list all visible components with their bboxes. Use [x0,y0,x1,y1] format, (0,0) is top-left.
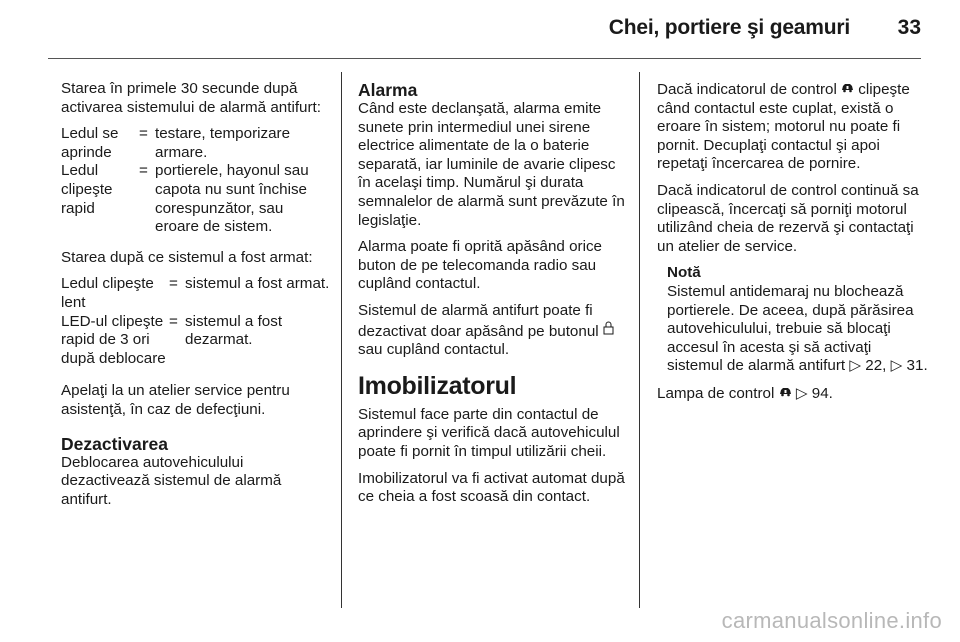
lamp-text: Lampa de control [657,384,775,402]
lamp-ref-94[interactable]: 94. [811,384,833,402]
note-box [667,264,929,376]
alarm-paragraph-1: Când este declanşată, alarma emite sunete prin intermediul unei sirene electrice alimentate de la o baterie separată, iar luminile de avarie clipesc în acelaşi timp. Numărul şi durata semnalelor de alarmă sunt prevăzute în legislaţie. [358,100,625,229]
status-intro-armed-30s: Starea în primele 30 secunde după activarea sistemului de alarmă antifurt: [61,80,321,116]
row-desc: testare, temporizare armare. [155,125,291,161]
page-title: Chei, portiere şi geamuri [608,16,850,39]
column-divider-2 [639,72,640,608]
row-term: Ledul se aprinde [61,125,119,161]
note-text [667,283,929,376]
alarm-p3-after: sau cuplând contactul. [358,341,510,359]
row-equals: = [139,162,148,180]
status-intro-after-armed: Starea după ce sistemul a fost armat: [61,248,313,266]
note-ref-22[interactable]: 22, [865,357,887,375]
alarm-paragraph-2: Alarma poate fi oprită apăsând orice buton de pe telecomanda radio sau cuplând contactul. [358,238,602,293]
deactivation-heading: Dezactivarea [61,433,169,454]
lamp-paragraph [657,384,929,404]
table-row [61,125,331,162]
alarm-p3-before: Sistemul de alarmă antifurt poate fi dezactivat doar apăsând pe butonul [358,301,599,340]
indicator-p1-after: clipeşte când contactul este cuplat, există o eroare în sistem; motorul nu poate fi pornit. Decuplaţi contactul şi apoi repetaţi încercarea de pornire. [657,81,910,173]
row-desc: sistemul a fost dezarmat. [185,312,283,349]
page-header [0,0,960,60]
row-equals: = [139,125,148,143]
immobilizer-paragraph-1: Sistemul face parte din contactul de aprindere şi verifică dacă autovehiculul poate fi pornit în timpul utilizării cheii. [358,405,620,460]
alarm-paragraph-3 [358,302,626,360]
column-divider-1 [341,72,342,608]
header-divider [48,58,921,59]
note-label: Notă [667,264,701,282]
reference-arrow-icon: ▷ [795,384,808,402]
lock-button-icon [603,321,614,341]
led-status-table-2 [61,275,331,368]
indicator-paragraph-1 [657,80,929,174]
table-row [61,313,331,369]
row-equals: = [169,275,178,293]
reference-arrow-icon: ▷ [890,357,903,375]
immobilizer-heading: Imobilizatorul [358,371,517,400]
note-ref-31[interactable]: 31. [906,357,928,375]
column-3 [657,80,929,412]
reference-arrow-icon: ▷ [849,357,862,375]
row-equals: = [169,312,178,330]
page-number: 33 [897,16,921,39]
immobilizer-car-key-icon [779,384,792,403]
column-2 [358,80,626,515]
deactivation-text: Deblocarea autovehiculului dezactivează sistemul de alarmă antifurt. [61,453,282,508]
row-desc: sistemul a fost armat. [185,275,330,293]
table-row [61,275,331,312]
row-term: LED-ul clipeşte rapid de 3 ori după deblocare [61,312,166,367]
row-term: Ledul clipeşte lent [61,275,154,311]
alarm-heading: Alarma [358,80,418,100]
indicator-paragraph-2: Dacă indicatorul de control continuă sa clipească, încercaţi să porniţi motorul utilizând cheia de rezervă şi contactaţi un atelier de service. [657,181,919,255]
column-1 [61,80,331,517]
note-body: Sistemul antidemaraj nu blochează portierele. De aceea, după părăsirea autovehiculului, trebuie să blocaţi accesul în acesta şi să activaţi sistemul de alarmă antifurt [667,282,914,375]
watermark: carmanualsonline.info [721,608,942,633]
led-status-table-1 [61,125,331,237]
indicator-p1-before: Dacă indicatorul de control [657,81,837,98]
row-desc: portierele, hayonul sau capota nu sunt închise corespunzător, sau eroare de sistem. [155,162,309,236]
immobilizer-car-key-icon [841,80,854,99]
service-paragraph: Apelaţi la un atelier service pentru asistenţă, în caz de defecţiuni. [61,382,290,418]
table-row [61,162,331,236]
row-term: Ledul clipeşte rapid [61,162,113,217]
immobilizer-paragraph-2: Imobilizatorul va fi activat automat după ce cheia a fost scoasă din contact. [358,469,625,506]
